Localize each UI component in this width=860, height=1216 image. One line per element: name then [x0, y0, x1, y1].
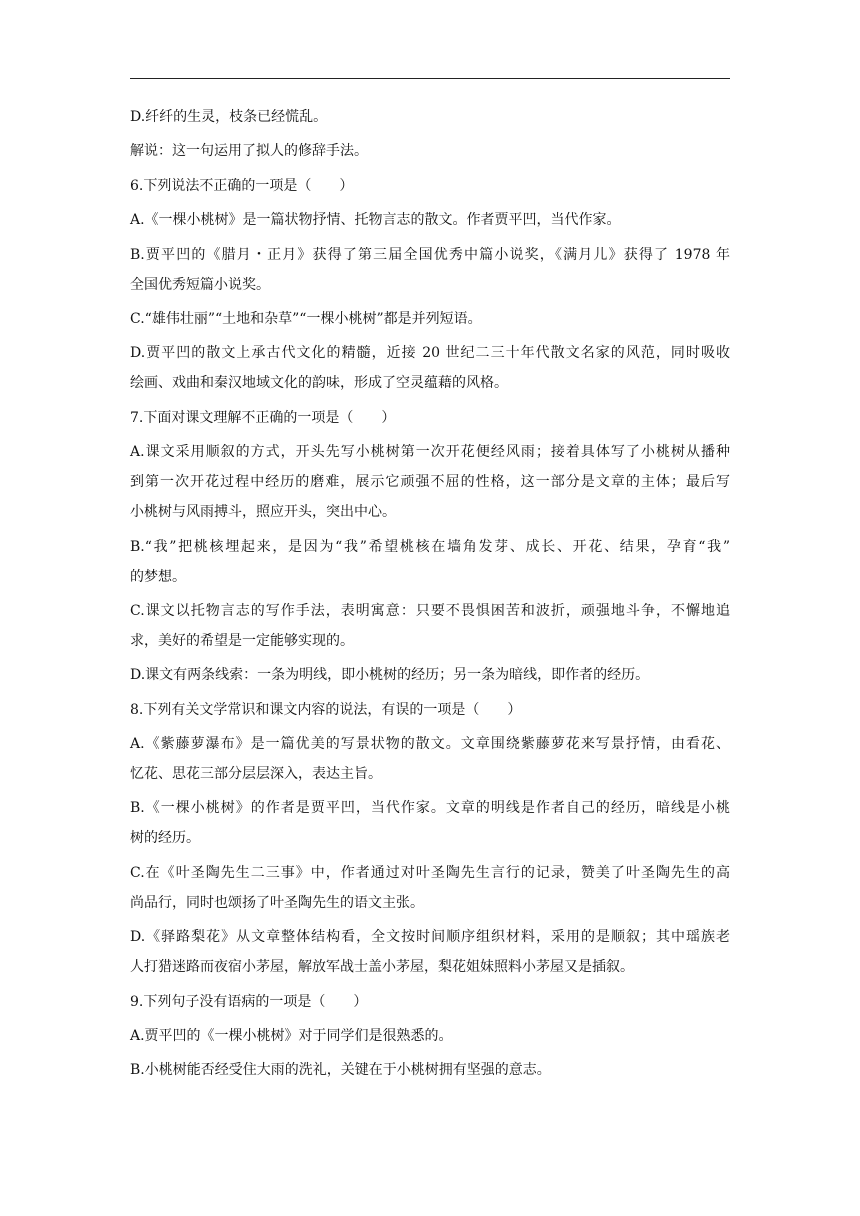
option-7d: D.课文有两条线索：一条为明线，即小桃树的经历；另一条为暗线，即作者的经历。 — [130, 667, 650, 684]
option-7a: A.课文采用顺叙的方式，开头先写小桃树第一次开花便经风雨；接着具体写了小桃树从播种 — [130, 444, 730, 461]
text-line: 解说：这一句运用了拟人的修辞手法。 — [130, 143, 368, 160]
option-8a: A.《紫藤萝瀑布》是一篇优美的写景状物的散文。文章围绕紫藤萝花来写景抒情，由看花、 — [130, 736, 730, 753]
text-line: D.纤纤的生灵，枝条已经慌乱。 — [130, 109, 328, 125]
option-8c: C.在《叶圣陶先生二三事》中，作者通过对叶圣陶先生言行的记录，赞美了叶圣陶先生的高 — [130, 864, 730, 881]
option-7a-cont: 小桃树与风雨搏斗，照应开头，突出中心。 — [130, 504, 396, 521]
option-6b-cont: 全国优秀短篇小说奖。 — [130, 276, 270, 293]
option-6d: D.贾平凹的散文上承古代文化的精髓，近接 20 世纪二三十年代散文名家的风范，同时吸收 — [130, 345, 730, 362]
option-7c: C.课文以托物言志的写作手法，表明寓意：只要不畏惧困苦和波折，顽强地斗争，不懈地追 — [130, 602, 730, 619]
question-7: 7.下面对课文理解不正确的一项是（ ） — [130, 409, 396, 426]
question-8: 8.下列有关文学常识和课文内容的说法，有误的一项是（ ） — [130, 701, 522, 718]
question-6: 6.下列说法不正确的一项是（ ） — [130, 177, 354, 194]
option-8d-cont: 人打猎迷路而夜宿小茅屋，解放军战士盖小茅屋，梨花姐妹照料小茅屋又是插叙。 — [130, 959, 634, 976]
question-9: 9.下列句子没有语病的一项是（ ） — [130, 993, 368, 1010]
option-8c-cont: 尚品行，同时也颂扬了叶圣陶先生的语文主张。 — [130, 894, 424, 911]
option-9a: A.贾平凹的《一棵小桃树》对于同学们是很熟悉的。 — [130, 1028, 453, 1045]
option-9b: B.小桃树能否经受住大雨的洗礼，关键在于小桃树拥有坚强的意志。 — [130, 1062, 551, 1079]
option-7a-cont: 到第一次开花过程中经历的磨难，展示它顽强不屈的性格，这一部分是文章的主体；最后写 — [130, 474, 730, 491]
option-7b: B.“我”把桃核埋起来，是因为“我”希望桃核在墙角发芽、成长、开花、结果，孕育“我” — [130, 538, 730, 555]
document-body — [130, 106, 730, 1094]
option-8b: B.《一棵小桃树》的作者是贾平凹，当代作家。文章的明线是作者自己的经历，暗线是小桃 — [130, 800, 730, 817]
header-rule — [130, 78, 730, 79]
option-8b-cont: 树的经历。 — [130, 830, 200, 847]
option-7c-cont: 求，美好的希望是一定能够实现的。 — [130, 632, 354, 649]
option-6d-cont: 绘画、戏曲和秦汉地域文化的韵味，形成了空灵蕴藉的风格。 — [130, 375, 508, 392]
option-8a-cont: 忆花、思花三部分层层深入，表达主旨。 — [130, 766, 382, 783]
option-7b-cont: 的梦想。 — [130, 568, 186, 585]
option-6a: A.《一棵小桃树》是一篇状物抒情、托物言志的散文。作者贾平凹，当代作家。 — [130, 212, 621, 229]
option-8d: D.《驿路梨花》从文章整体结构看，全文按时间顺序组织材料，采用的是顺叙；其中瑶族老 — [130, 929, 730, 946]
option-6b: B.贾平凹的《腊月・正月》获得了第三届全国优秀中篇小说奖，《满月儿》获得了 1978 年 — [130, 246, 730, 263]
option-6c: C.“雄伟壮丽”“土地和杂草”“一棵小桃树”都是并列短语。 — [130, 310, 482, 327]
